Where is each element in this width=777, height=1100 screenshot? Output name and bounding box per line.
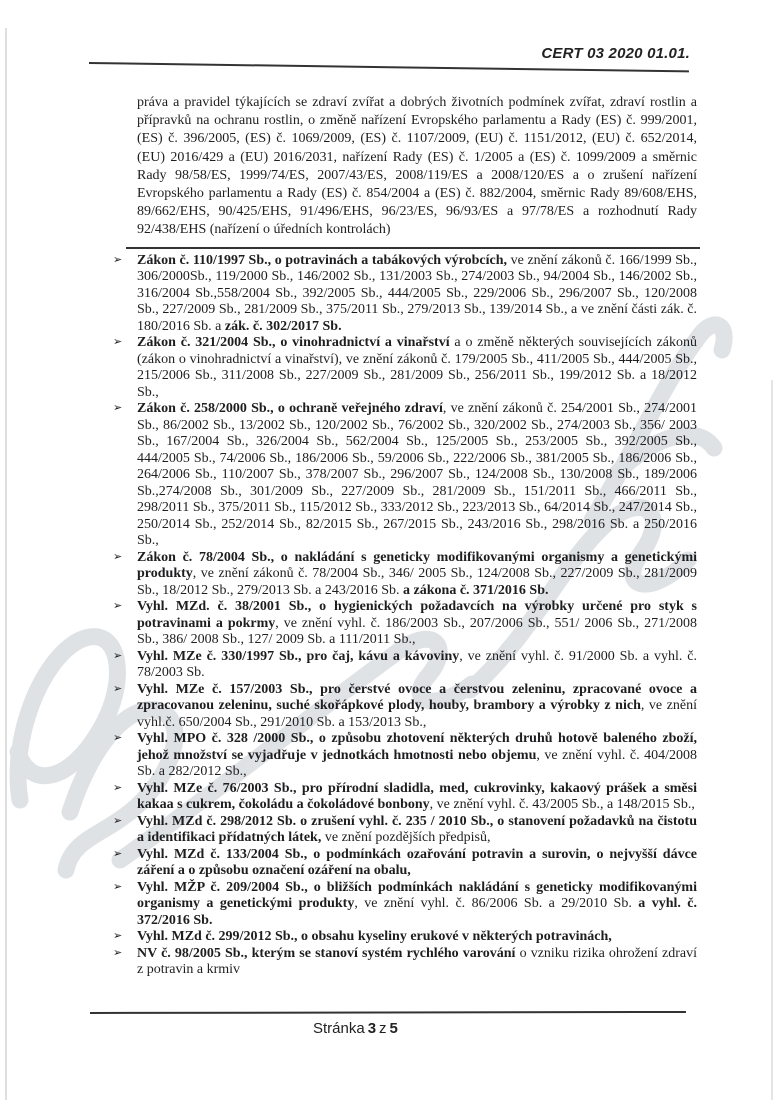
law-item-text: Zákon č. 258/2000 Sb., o ochraně veřejného zdraví, ve znění zákonů č. 254/2001 Sb., 274/2001 Sb., 86/2002 Sb., 13/2002 Sb., 120/2002 Sb., 76/2002 Sb., 320/2002 Sb., 274/2003 Sb., 356/ 2003 Sb., 167/2004 Sb., 326/2004 Sb., 562/2004 Sb., 125/2005 Sb., 253/2005 Sb., 392/2005 Sb., 444/2005 Sb., 74/2006 Sb., 186/2006 Sb., 59/2006 Sb., 222/2006 Sb., 381/2005 Sb., 186/2006 Sb., 264/2006 Sb., 110/2007 Sb., 378/2007 Sb., 296/2007 Sb., 124/2008 Sb., 130/2008 Sb., 189/2006 Sb.,274/2008 Sb., 301/2009 Sb., 227/2009 Sb., 281/2009 Sb., 151/2011 Sb., 466/2011 Sb., 298/2011 Sb., 375/2011 Sb., 115/2012 Sb., 333/2012 Sb., 223/2013 Sb., 64/2014 Sb., 247/2014 Sb., 250/2014 Sb., 252/2014 Sb., 82/2015 Sb., 267/2015 Sb., 243/2016 Sb., 298/2016 Sb. a 250/2016 Sb., xyxy=(137,401,697,549)
arrow-bullet-icon: ➢ xyxy=(113,401,123,415)
law-item-text: Vyhl. MŽP č. 209/2004 Sb., o bližších podmínkách nakládání s geneticky modifikovanými organismy a genetickými produkty, ve znění vyhl. č. 86/2006 Sb. a 29/2010 Sb. a vyhl. č. 372/2016 Sb. xyxy=(137,879,698,928)
law-item-text: Vyhl. MZe č. 330/1997 Sb., pro čaj, kávu a kávoviny, ve znění vyhl. č. 91/2000 Sb. a vyhl. č. 78/2003 Sb. xyxy=(137,648,697,681)
law-list-item xyxy=(113,335,697,401)
list-separator-rule xyxy=(126,247,700,249)
law-list xyxy=(113,253,697,979)
law-list-item xyxy=(113,929,697,946)
law-list-item xyxy=(113,946,697,979)
footer-total-pages: 5 xyxy=(389,1020,398,1037)
arrow-bullet-icon: ➢ xyxy=(113,549,123,563)
footer-page-number: 3 xyxy=(367,1020,377,1037)
arrow-bullet-icon: ➢ xyxy=(113,648,123,662)
law-list-item xyxy=(113,731,697,781)
law-item-text: Vyhl. MPO č. 328 /2000 Sb., o způsobu zhotovení některých druhů hotově baleného zboží, jehož množství se vyjadřuje v jednotkách hmotnosti nebo objemu, ve znění vyhl. č. 404/2008 Sb. a 282/2012 Sb., xyxy=(137,731,697,780)
law-item-text: Zákon č. 321/2004 Sb., o vinohradnictví a vinařství a o změně některých souvisejících zákonů (zákon o vinohradnictví a vinařství), ve znění zákonů č. 179/2005 Sb., 411/2005 Sb., 444/2005 Sb., 215/2006 Sb., 311/2008 Sb., 227/2009 Sb., 281/2009 Sb., 256/2011 Sb., 199/2012 Sb. a 18/2012 Sb., xyxy=(137,335,697,400)
arrow-bullet-icon: ➢ xyxy=(113,945,123,959)
arrow-bullet-icon: ➢ xyxy=(113,681,123,695)
law-item-text: Vyhl. MZd č. 133/2004 Sb., o podmínkách ozařování potravin a surovin, o nejvyšší dávce záření a o způsobu označení ozáření na obalu, xyxy=(137,846,697,879)
law-list-item xyxy=(113,550,697,600)
document-code: CERT 03 2020 01.01. xyxy=(541,45,690,62)
law-list-item xyxy=(113,599,697,649)
footer-of-word: z xyxy=(379,1020,387,1037)
header-rule xyxy=(89,62,689,72)
law-list-item xyxy=(113,253,697,336)
law-item-text: Vyhl. MZe č. 157/2003 Sb., pro čerstvé ovoce a čerstvou zeleninu, zpracované ovoce a zpracovanou zeleninu, suché skořápkové plody, houby, brambory a výrobky z nich, ve znění vyhl.č. 650/2004 Sb., 291/2010 Sb. a 153/2013 Sb., xyxy=(137,681,697,730)
arrow-bullet-icon: ➢ xyxy=(113,813,123,827)
footer-label: Stránka xyxy=(313,1020,365,1037)
footer-rule xyxy=(90,1011,686,1014)
arrow-bullet-icon: ➢ xyxy=(113,879,123,893)
law-list-item xyxy=(113,401,697,550)
arrow-bullet-icon: ➢ xyxy=(113,731,123,745)
law-list-item xyxy=(113,649,697,682)
law-list-item xyxy=(113,880,697,930)
law-item-text: Vyhl. MZd. č. 38/2001 Sb., o hygienických požadavcích na výrobky určené pro styk s potravinami a pokrmy, ve znění vyhl. č. 186/2003 Sb., 207/2006 Sb., 551/ 2006 Sb., 271/2008 Sb., 386/ 2008 Sb., 127/ 2009 Sb. a 111/2011 Sb., xyxy=(137,599,697,648)
law-item-text: Vyhl. MZd č. 298/2012 Sb. o zrušení vyhl. č. 235 / 2010 Sb., o stanovení požadavků na čistotu a identifikaci přídatných látek, ve znění pozdějších předpisů, xyxy=(137,813,697,846)
law-item-text: NV č. 98/2005 Sb., kterým se stanoví systém rychlého varování o vzniku rizika ohrožení zdraví z potravin a krmiv xyxy=(137,945,697,978)
page-body xyxy=(113,94,697,979)
law-list-item xyxy=(113,814,697,847)
scan-edge-left xyxy=(5,28,7,1100)
page-number-footer xyxy=(313,1020,401,1037)
law-list-item xyxy=(113,682,697,732)
scan-edge-right xyxy=(771,380,773,1100)
law-item-text: Vyhl. MZe č. 76/2003 Sb., pro přírodní sladidla, med, cukrovinky, kakaový prášek a směsi kakaa s cukrem, čokoládu a čokoládové bonbony, ve znění vyhl. č. 43/2005 Sb., a 148/2015 Sb., xyxy=(137,780,697,813)
law-item-text: Vyhl. MZd č. 299/2012 Sb., o obsahu kyseliny erukové v některých potravinách, xyxy=(137,929,612,945)
arrow-bullet-icon: ➢ xyxy=(113,252,123,266)
law-list-item xyxy=(113,847,697,880)
law-item-text: Zákon č. 110/1997 Sb., o potravinách a tabákových výrobcích, ve znění zákonů č. 166/1999 Sb., 306/2000Sb., 119/2000 Sb., 146/2002 Sb., 131/2003 Sb., 274/2003 Sb., 94/2004 Sb., 146/2002 Sb., 316/2004 Sb.,558/2004 Sb., 392/2005 Sb., 444/2005 Sb., 229/2006 Sb., 296/2007 Sb., 120/2008 Sb., 227/2009 Sb., 281/2009 Sb., 375/2011 Sb., 279/2013 Sb., 139/2014 Sb., a ve znění části zák. č. 180/2016 Sb. a zák. č. 302/2017 Sb. xyxy=(137,252,697,334)
arrow-bullet-icon: ➢ xyxy=(113,780,123,794)
law-list-item xyxy=(113,781,697,814)
law-item-text: Zákon č. 78/2004 Sb., o nakládání s geneticky modifikovanými organismy a genetickými produkty, ve znění zákonů č. 78/2004 Sb., 346/ 2005 Sb., 124/2008 Sb., 227/2009 Sb., 281/2009 Sb., 18/2012 Sb., 279/2013 Sb. a 243/2016 Sb. a zákona č. 371/2016 Sb. xyxy=(137,549,697,598)
arrow-bullet-icon: ➢ xyxy=(113,929,123,943)
arrow-bullet-icon: ➢ xyxy=(113,846,123,860)
intro-paragraph: práva a pravidel týkajících se zdraví zvířat a dobrých životních podmínek zvířat, zdraví rostlin a přípravků na ochranu rostlin, o změně nařízení Evropského parlamentu a Rady (ES) č. 999/2001, (ES) č. 396/2005, (ES) č. 1069/2009, (ES) č. 1107/2009, (EU) č. 1151/2012, (EU) č. 652/2014, (EU) 2016/429 a (EU) 2016/2031, nařízení Rady (ES) č. 1/2005 a (ES) č. 1099/2009 a směrnic Rady 98/58/ES, 1999/74/ES, 2007/43/ES, 2008/119/ES a 2008/120/ES a o zrušení nařízení Evropského parlamentu a Rady (ES) č. 854/2004 a (ES) č. 882/2004, směrnic Rady 89/608/EHS, 89/662/EHS, 90/425/EHS, 91/496/EHS, 96/23/ES, 96/93/ES a 97/78/ES a rozhodnutí Rady 92/438/EHS (nařízení o úředních kontrolách) xyxy=(137,95,697,238)
arrow-bullet-icon: ➢ xyxy=(113,599,123,613)
arrow-bullet-icon: ➢ xyxy=(113,335,123,349)
